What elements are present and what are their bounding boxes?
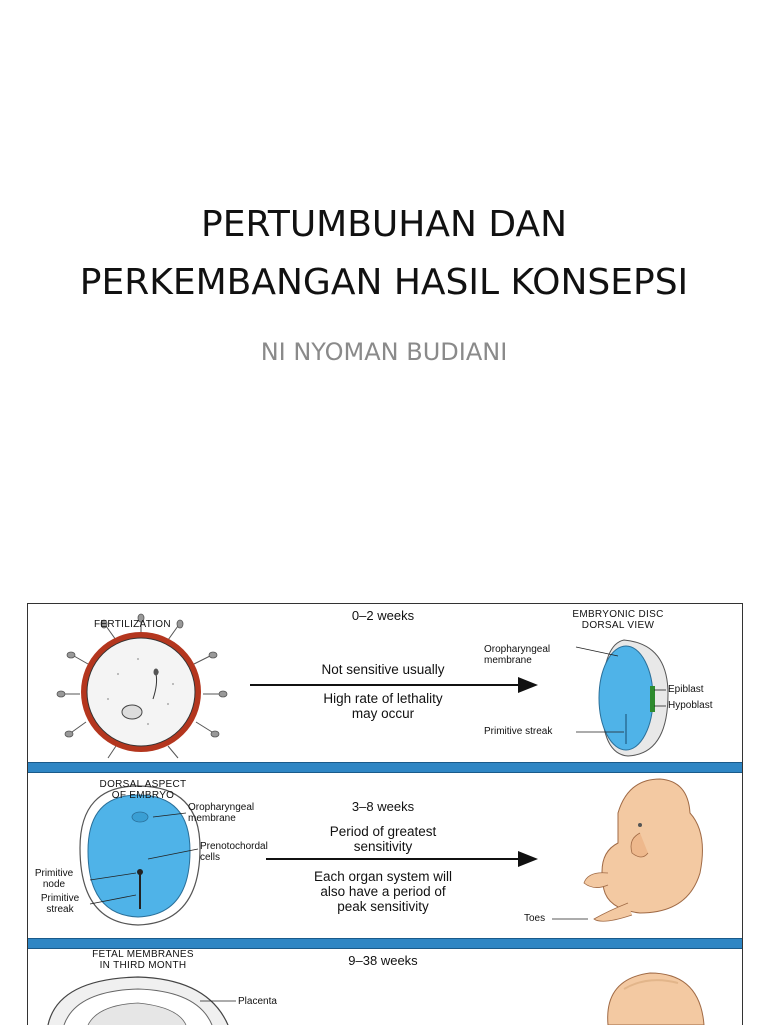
lethality-line2: may occur	[351, 706, 415, 721]
greatest-sensitivity-line2: sensitivity	[353, 839, 413, 854]
fertilization-label: FERTILIZATION	[94, 619, 171, 630]
organ-system-text	[268, 869, 498, 914]
oropharyngeal-2-line2: membrane	[188, 813, 236, 824]
hypoblast-label: Hypoblast	[668, 700, 713, 711]
lethality-text	[268, 691, 498, 721]
primitive-streak-label-1: Primitive streak	[484, 726, 553, 737]
primitive-streak-2-line1: Primitive	[40, 893, 80, 904]
embryonic-disc-label-line1: EMBRYONIC DISC	[572, 609, 664, 620]
panel-9-38-weeks	[28, 949, 742, 1025]
separator-2	[28, 938, 742, 949]
primitive-streak-label-2	[30, 893, 90, 915]
oropharyngeal-label-2	[188, 802, 254, 824]
embryo-illustration	[584, 779, 702, 921]
slide-title	[0, 196, 768, 312]
fetal-membranes-line2: IN THIRD MONTH	[99, 960, 187, 971]
panel-3-8-weeks	[28, 773, 742, 938]
fetal-membranes-label	[68, 949, 218, 971]
nucleus	[122, 705, 142, 719]
panel-0-2-weeks	[28, 604, 742, 762]
prenotochordal-label	[200, 841, 268, 863]
oropharyngeal-1-line1: Oropharyngeal	[484, 644, 551, 655]
organ-system-line2: also have a period of	[320, 884, 446, 899]
weeks-3-8: 3–8 weeks	[351, 799, 415, 814]
oropharyngeal-2-line1: Oropharyngeal	[188, 802, 255, 813]
title-line-2: PERKEMBANGAN HASIL KONSEPSI	[79, 262, 689, 303]
toes-label: Toes	[524, 913, 546, 924]
embryology-figure	[27, 603, 743, 1025]
not-sensitive-text: Not sensitive usually	[321, 662, 445, 677]
organ-system-line3: peak sensitivity	[337, 899, 429, 914]
weeks-0-2: 0–2 weeks	[351, 608, 415, 623]
oropharyngeal-label-1	[484, 644, 550, 666]
oropharyngeal-1-line2: membrane	[484, 655, 532, 666]
dorsal-aspect-line1: DORSAL ASPECT	[99, 779, 187, 790]
title-line-1: PERTUMBUHAN DAN	[200, 204, 567, 245]
primitive-node-line2: node	[42, 879, 66, 890]
prenotochordal-line2: cells	[200, 852, 221, 863]
ovum	[87, 638, 195, 746]
primitive-streak-2-line2: streak	[46, 904, 74, 915]
fetal-membranes-line1: FETAL MEMBRANES	[92, 949, 194, 960]
dorsal-aspect-line2: OF EMBRYO	[111, 790, 175, 801]
placenta-label: Placenta	[238, 996, 277, 1007]
epiblast-label: Epiblast	[668, 684, 704, 695]
dorsal-aspect-label	[78, 779, 208, 801]
primitive-node-line1: Primitive	[34, 868, 74, 879]
greatest-sensitivity-line1: Period of greatest	[329, 824, 437, 839]
separator-1	[28, 762, 742, 773]
slide-subtitle: NI NYOMAN BUDIANI	[260, 338, 508, 366]
prenotochordal-line1: Prenotochordal	[200, 841, 268, 852]
weeks-9-38: 9–38 weeks	[348, 953, 418, 968]
organ-system-line1: Each organ system will	[313, 869, 453, 884]
greatest-sensitivity-text	[268, 824, 498, 854]
lethality-line1: High rate of lethality	[323, 691, 443, 706]
primitive-node-label	[28, 868, 80, 890]
embryonic-disc-label	[548, 609, 688, 631]
embryonic-disc-label-line2: DORSAL VIEW	[581, 620, 655, 631]
